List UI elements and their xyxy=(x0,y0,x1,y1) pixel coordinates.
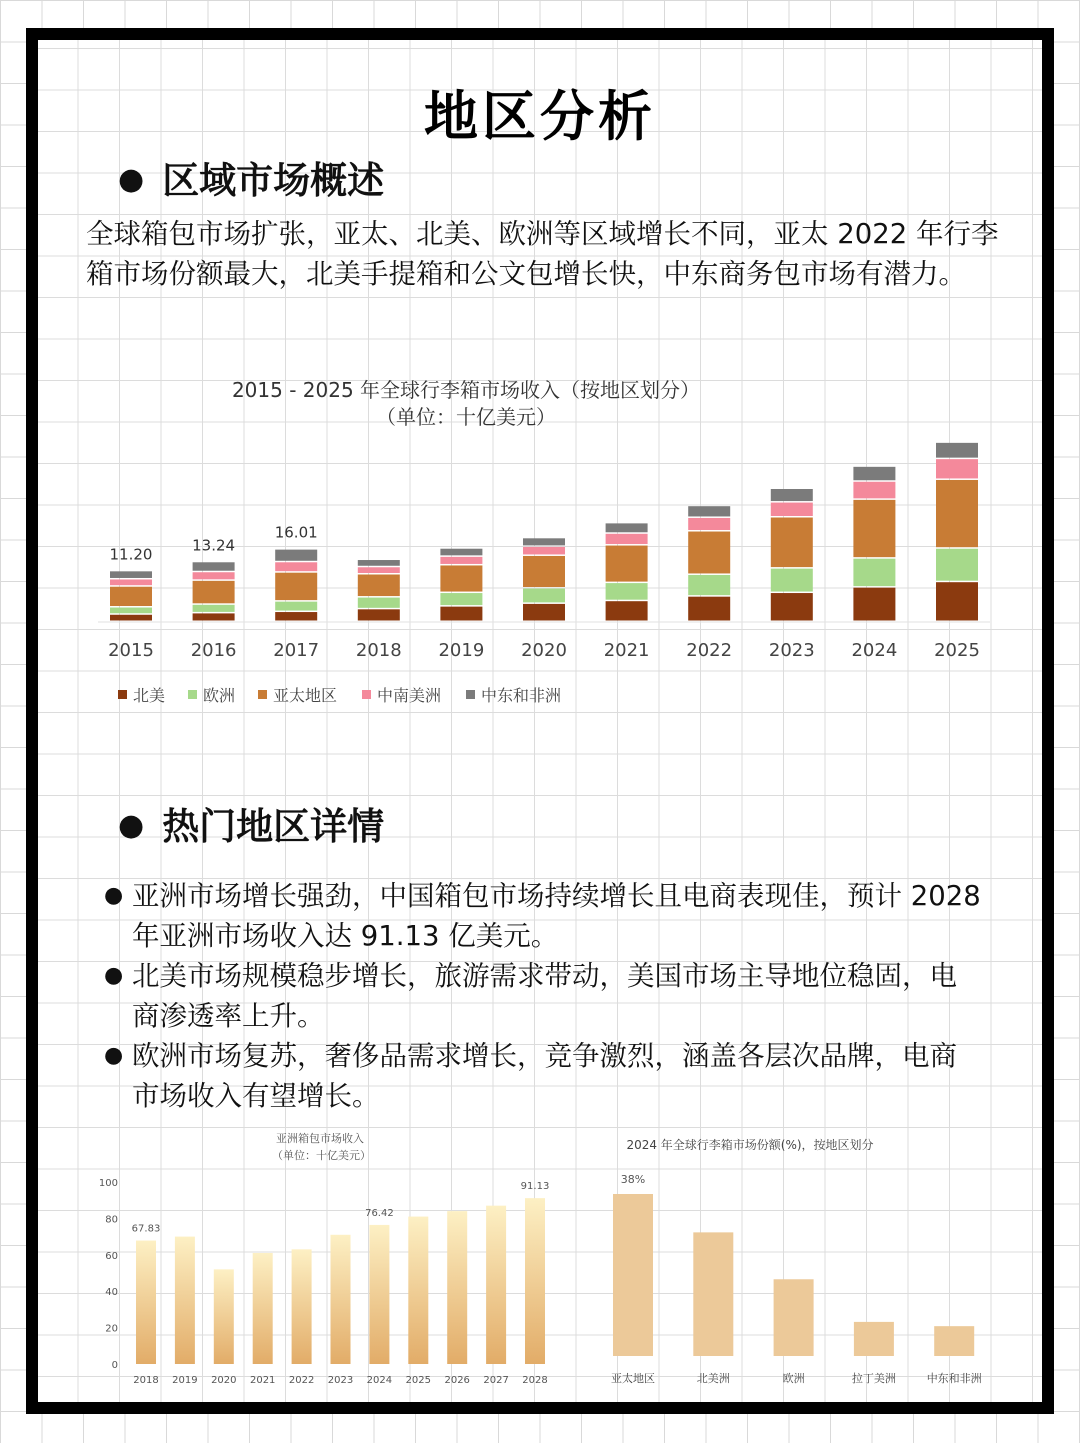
total-label: 11.20 xyxy=(109,545,153,564)
bar-segment-2017 xyxy=(275,602,317,611)
bar-segment-2024 xyxy=(853,467,895,480)
bar-segment-2018 xyxy=(358,575,400,597)
x-tick-label: 2028 xyxy=(522,1375,548,1386)
legend-swatch xyxy=(188,690,197,699)
bar-segment-2016 xyxy=(193,572,235,579)
total-label: 16.01 xyxy=(274,523,318,542)
legend-swatch xyxy=(118,690,127,699)
x-tick-label: 2020 xyxy=(211,1375,237,1386)
legend-label: 北美 xyxy=(133,686,166,705)
bar-segment-2025 xyxy=(936,582,978,620)
bar-segment-2016 xyxy=(193,605,235,612)
bullet-text: 欧洲市场复苏，奢侈品需求增长，竞争激烈，涵盖各层次品牌，电商市场收入有望增长。 xyxy=(132,1040,957,1112)
y-tick-label: 100 xyxy=(98,1178,118,1189)
x-tick-label: 2021 xyxy=(249,1375,276,1386)
market-share-bar-chart xyxy=(590,1122,1010,1392)
chart-title: 亚洲箱包市场收入 xyxy=(276,1132,364,1145)
x-tick-label: 拉丁美洲 xyxy=(851,1372,896,1385)
bar-segment-2025 xyxy=(936,480,978,547)
value-label: 91.13 xyxy=(520,1181,550,1193)
bar-中东和非洲 xyxy=(934,1326,974,1356)
bar-2025 xyxy=(408,1217,428,1364)
bar-segment-2025 xyxy=(936,549,978,581)
bar-segment-2015 xyxy=(110,579,152,585)
section-heading-hot-regions xyxy=(118,796,384,850)
bar-欧洲 xyxy=(774,1279,814,1356)
x-tick-label: 2021 xyxy=(603,640,650,661)
bar-拉丁美洲 xyxy=(854,1322,894,1356)
bar-segment-2021 xyxy=(606,601,648,620)
bar-segment-2024 xyxy=(853,559,895,586)
x-tick-label: 中东和非洲 xyxy=(926,1372,982,1385)
bullet-dot: ● xyxy=(118,162,145,197)
section-heading-overview-text: 区域市场概述 xyxy=(162,159,385,202)
bar-segment-2025 xyxy=(936,459,978,478)
bar-segment-2023 xyxy=(771,593,813,620)
bar-segment-2022 xyxy=(688,506,730,516)
bar-segment-2017 xyxy=(275,612,317,620)
bar-segment-2018 xyxy=(358,609,400,620)
bar-2027 xyxy=(486,1206,506,1364)
legend-label: 欧洲 xyxy=(203,686,236,705)
bar-2020 xyxy=(214,1269,234,1364)
bullet-dot: ● xyxy=(104,883,124,908)
bar-segment-2023 xyxy=(771,489,813,501)
bar-segment-2018 xyxy=(358,567,400,573)
legend-label: 中南美洲 xyxy=(377,686,442,705)
section-heading-hot-regions-text: 热门地区详情 xyxy=(162,805,385,848)
bar-segment-2023 xyxy=(771,569,813,592)
bar-segment-2015 xyxy=(110,571,152,578)
x-tick-label: 2022 xyxy=(288,1375,315,1386)
bar-segment-2024 xyxy=(853,588,895,621)
page-title: 地区分析 xyxy=(424,85,656,148)
x-tick-label: 2018 xyxy=(355,640,402,661)
chart-title: 2015 - 2025 年全球行李箱市场收入（按地区划分） xyxy=(231,378,701,402)
bar-北美洲 xyxy=(693,1232,733,1356)
bar-segment-2019 xyxy=(440,593,482,605)
bullet-dot: ● xyxy=(104,1043,124,1068)
bar-segment-2020 xyxy=(523,589,565,603)
bar-2023 xyxy=(331,1235,351,1364)
bullet-text: 亚洲市场增长强劲，中国箱包市场持续增长且电商表现佳，预计 2028 年亚洲市场收入达 91.13 亿美元。 xyxy=(132,880,981,952)
bar-segment-2024 xyxy=(853,482,895,499)
bar-segment-2022 xyxy=(688,575,730,595)
stacked-bar-chart xyxy=(90,370,1010,720)
bar-segment-2019 xyxy=(440,549,482,556)
bar-2022 xyxy=(292,1249,312,1364)
bar-segment-2015 xyxy=(110,587,152,606)
bullet-dot: ● xyxy=(104,963,124,988)
value-label: 67.83 xyxy=(131,1223,161,1235)
bar-segment-2019 xyxy=(440,557,482,564)
bar-segment-2020 xyxy=(523,556,565,587)
bar-segment-2020 xyxy=(523,538,565,545)
y-tick-label: 80 xyxy=(105,1214,118,1226)
x-tick-label: 2025 xyxy=(934,640,980,661)
x-tick-label: 2019 xyxy=(172,1375,198,1386)
bar-segment-2017 xyxy=(275,550,317,561)
bar-segment-2021 xyxy=(606,546,648,582)
x-tick-label: 2022 xyxy=(686,640,733,661)
legend-swatch xyxy=(258,690,267,699)
section-heading-overview xyxy=(118,150,384,204)
chart-subtitle: （单位：十亿美元） xyxy=(272,1149,371,1162)
bar-segment-2022 xyxy=(688,597,730,621)
x-tick-label: 欧洲 xyxy=(782,1372,805,1385)
bar-segment-2023 xyxy=(771,503,813,516)
x-tick-label: 2024 xyxy=(366,1375,393,1386)
x-tick-label: 2023 xyxy=(768,640,815,661)
bar-segment-2020 xyxy=(523,547,565,555)
legend-label: 中东和非洲 xyxy=(481,686,562,705)
x-tick-label: 2018 xyxy=(133,1375,159,1386)
bar-segment-2017 xyxy=(275,573,317,600)
bullet-item-north-america xyxy=(104,956,984,1036)
x-tick-label: 北美洲 xyxy=(696,1372,730,1385)
bar-segment-2021 xyxy=(606,523,648,532)
bar-segment-2018 xyxy=(358,598,400,608)
x-tick-label: 2016 xyxy=(190,640,237,661)
bar-segment-2016 xyxy=(193,613,235,620)
bar-segment-2016 xyxy=(193,581,235,603)
x-tick-label: 2015 xyxy=(108,640,154,661)
bar-2028 xyxy=(525,1198,545,1364)
chart-title: 2024 年全球行李箱市场份额(%)，按地区划分 xyxy=(626,1138,874,1152)
x-tick-label: 2017 xyxy=(273,640,320,661)
legend-label: 亚太地区 xyxy=(273,686,338,705)
bar-2026 xyxy=(447,1211,467,1364)
bullet-item-asia xyxy=(104,876,984,956)
bar-segment-2015 xyxy=(110,615,152,621)
y-tick-label: 60 xyxy=(105,1250,118,1262)
bar-2024 xyxy=(369,1225,389,1364)
asia-revenue-bar-chart xyxy=(90,1122,560,1392)
bar-segment-2019 xyxy=(440,607,482,621)
bar-2018 xyxy=(136,1241,156,1364)
x-tick-label: 2025 xyxy=(405,1375,432,1386)
overview-paragraph: 全球箱包市场扩张，亚太、北美、欧洲等区域增长不同，亚太 2022 年行李箱市场份额最大，北美手提箱和公文包增长快，中东商务包市场有潜力。 xyxy=(86,218,999,290)
y-tick-label: 0 xyxy=(111,1360,118,1371)
bar-segment-2022 xyxy=(688,518,730,530)
bar-segment-2019 xyxy=(440,565,482,591)
bar-segment-2022 xyxy=(688,532,730,574)
x-tick-label: 2024 xyxy=(851,640,898,661)
bar-segment-2015 xyxy=(110,608,152,614)
total-label: 13.24 xyxy=(192,536,236,555)
bar-segment-2023 xyxy=(771,518,813,568)
y-tick-label: 20 xyxy=(105,1323,118,1335)
legend-swatch xyxy=(466,690,475,699)
bullet-text: 北美市场规模稳步增长，旅游需求带动，美国市场主导地位稳固，电商渗透率上升。 xyxy=(132,960,957,1032)
bar-segment-2021 xyxy=(606,583,648,600)
bar-segment-2024 xyxy=(853,500,895,557)
x-tick-label: 2020 xyxy=(521,640,567,661)
bullet-dot: ● xyxy=(118,808,145,843)
bullet-item-europe xyxy=(104,1036,984,1116)
chart-subtitle: （单位：十亿美元） xyxy=(376,405,556,429)
legend-swatch xyxy=(362,690,371,699)
bar-segment-2018 xyxy=(358,560,400,566)
value-label: 38% xyxy=(620,1173,646,1186)
bar-segment-2020 xyxy=(523,604,565,621)
bar-segment-2016 xyxy=(193,562,235,570)
bar-2019 xyxy=(175,1237,195,1364)
bar-segment-2017 xyxy=(275,562,317,571)
x-tick-label: 2023 xyxy=(327,1375,354,1386)
bar-亚太地区 xyxy=(613,1194,653,1356)
value-label: 76.42 xyxy=(365,1207,394,1219)
bar-segment-2025 xyxy=(936,443,978,458)
bar-2021 xyxy=(253,1253,273,1364)
x-tick-label: 2019 xyxy=(438,640,485,661)
x-tick-label: 2026 xyxy=(444,1375,470,1386)
x-tick-label: 亚太地区 xyxy=(611,1372,655,1385)
x-tick-label: 2027 xyxy=(483,1375,509,1386)
y-tick-label: 40 xyxy=(105,1287,118,1299)
bar-segment-2021 xyxy=(606,534,648,544)
